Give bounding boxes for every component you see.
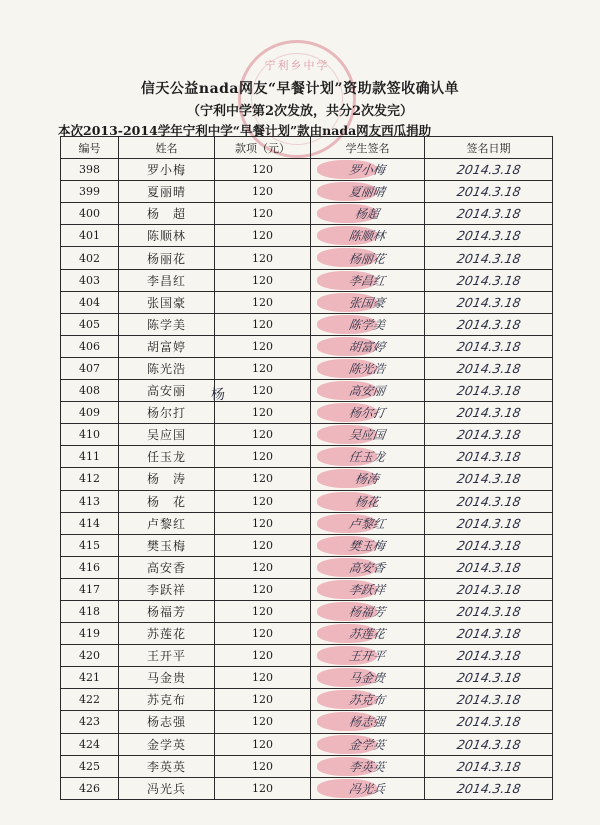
header-number: 编号: [61, 137, 119, 159]
amount-value: 120: [215, 755, 311, 777]
amount-value: 120: [215, 446, 311, 468]
table-row: [61, 357, 553, 379]
student-signature: 高安香: [348, 560, 387, 575]
table-row: [61, 755, 553, 777]
student-signature: 陈学美: [348, 317, 387, 332]
date-cell: [425, 313, 553, 335]
date-cell: [425, 777, 553, 799]
signature-date: 2014.3.18: [455, 316, 522, 332]
date-cell: [425, 711, 553, 733]
signature-cell: [311, 159, 425, 181]
date-cell: [425, 203, 553, 225]
signature-cell: [311, 181, 425, 203]
row-number: 419: [61, 623, 119, 645]
date-cell: [425, 512, 553, 534]
date-cell: [425, 424, 553, 446]
student-name: 陈学美: [119, 313, 215, 335]
amount-value: 120: [215, 357, 311, 379]
signature-date: 2014.3.18: [455, 581, 522, 597]
donation-caption: 本次2013-2014学年宁利中学“早餐计划”款由nada网友西瓜捐助: [58, 123, 432, 138]
student-signature: 杨福芳: [348, 605, 387, 620]
row-number: 398: [61, 159, 119, 181]
row-number: 415: [61, 534, 119, 556]
student-signature: 胡富婷: [348, 339, 387, 354]
table-row: [61, 578, 553, 600]
row-number: 407: [61, 357, 119, 379]
amount-value: 120: [215, 468, 311, 490]
row-number: 424: [61, 733, 119, 755]
amount-value: 120: [215, 556, 311, 578]
row-number: 422: [61, 689, 119, 711]
student-signature: 李英英: [348, 759, 387, 774]
signature-cell: [311, 556, 425, 578]
amount-value: 120: [215, 380, 311, 402]
date-cell: [425, 446, 553, 468]
signature-date: 2014.3.18: [455, 272, 522, 288]
signature-date: 2014.3.18: [455, 228, 522, 244]
date-cell: [425, 402, 553, 424]
table-row: [61, 446, 553, 468]
signature-cell: [311, 424, 425, 446]
signature-cell: [311, 291, 425, 313]
amount-value: 120: [215, 578, 311, 600]
student-signature: 罗小梅: [348, 163, 387, 178]
student-signature: 马金贵: [348, 671, 387, 686]
signature-date: 2014.3.18: [455, 493, 522, 509]
student-name: 胡富婷: [119, 335, 215, 357]
student-name: 高安香: [119, 556, 215, 578]
signature-cell: [311, 335, 425, 357]
row-number: 406: [61, 335, 119, 357]
row-number: 420: [61, 645, 119, 667]
table-row: [61, 689, 553, 711]
amount-value: 120: [215, 291, 311, 313]
row-number: 403: [61, 269, 119, 291]
signature-date: 2014.3.18: [455, 294, 522, 310]
student-name: 陈光浩: [119, 357, 215, 379]
student-name: 卢黎红: [119, 512, 215, 534]
amount-value: 120: [215, 335, 311, 357]
date-cell: [425, 159, 553, 181]
signature-date: 2014.3.18: [455, 206, 522, 222]
student-name: 樊玉梅: [119, 534, 215, 556]
table-row: [61, 380, 553, 402]
student-name: 杨 涛: [119, 468, 215, 490]
table-row: [61, 468, 553, 490]
amount-value: 120: [215, 181, 311, 203]
student-name: 苏莲花: [119, 623, 215, 645]
student-name: 马金贵: [119, 667, 215, 689]
student-signature: 杨丽花: [348, 251, 387, 266]
row-number: 401: [61, 225, 119, 247]
amount-value: 120: [215, 402, 311, 424]
signature-cell: [311, 711, 425, 733]
student-signature: 金学英: [348, 737, 387, 752]
table-row: [61, 490, 553, 512]
student-name: 金学英: [119, 733, 215, 755]
signature-cell: [311, 534, 425, 556]
date-cell: [425, 578, 553, 600]
date-cell: [425, 733, 553, 755]
signature-cell: [311, 247, 425, 269]
date-cell: [425, 335, 553, 357]
student-name: 张国豪: [119, 291, 215, 313]
student-signature: 张国豪: [348, 295, 387, 310]
table-row: [61, 512, 553, 534]
signature-date: 2014.3.18: [455, 427, 522, 443]
table-row: [61, 424, 553, 446]
table-row: [61, 733, 553, 755]
signature-cell: [311, 446, 425, 468]
student-name: 陈顺林: [119, 225, 215, 247]
row-number: 416: [61, 556, 119, 578]
table-row: [61, 534, 553, 556]
student-signature: 王开平: [348, 649, 387, 664]
amount-value: 120: [215, 777, 311, 799]
signature-date: 2014.3.18: [455, 626, 522, 642]
student-name: 李昌红: [119, 269, 215, 291]
signature-cell: [311, 225, 425, 247]
date-cell: [425, 490, 553, 512]
student-name: 杨尔打: [119, 402, 215, 424]
student-name: 杨志强: [119, 711, 215, 733]
student-signature: 高安丽: [348, 384, 387, 399]
date-cell: [425, 357, 553, 379]
signature-cell: [311, 578, 425, 600]
table-header-row: [61, 137, 553, 159]
date-cell: [425, 269, 553, 291]
date-cell: [425, 380, 553, 402]
student-name: 杨丽花: [119, 247, 215, 269]
amount-value: 120: [215, 247, 311, 269]
table-row: [61, 623, 553, 645]
student-name: 王开平: [119, 645, 215, 667]
header-amount: 款项（元）: [215, 137, 311, 159]
signature-date: 2014.3.18: [455, 648, 522, 664]
signature-date: 2014.3.18: [455, 383, 522, 399]
amount-value: 120: [215, 600, 311, 622]
stray-handwritten-mark: 杨: [211, 387, 225, 403]
student-signature: 杨涛: [354, 472, 381, 487]
student-name: 罗小梅: [119, 159, 215, 181]
document-subtitle: （宁利中学第2次发放，共分2次发完）: [186, 104, 414, 119]
student-signature: 李跃祥: [348, 582, 387, 597]
signature-date: 2014.3.18: [455, 250, 522, 266]
amount-value: 120: [215, 313, 311, 335]
student-signature: 夏丽晴: [348, 185, 387, 200]
row-number: 411: [61, 446, 119, 468]
student-signature: 冯光兵: [348, 781, 387, 796]
signature-cell: [311, 689, 425, 711]
amount-value: 120: [215, 490, 311, 512]
student-signature: 杨尔打: [348, 406, 387, 421]
header-date: 签名日期: [425, 137, 553, 159]
student-signature: 杨花: [354, 494, 381, 509]
signature-cell: [311, 313, 425, 335]
student-name: 杨 超: [119, 203, 215, 225]
row-number: 404: [61, 291, 119, 313]
table-row: [61, 247, 553, 269]
student-signature: 陈光浩: [348, 361, 387, 376]
table-row: [61, 335, 553, 357]
row-number: 423: [61, 711, 119, 733]
signature-cell: [311, 357, 425, 379]
row-number: 413: [61, 490, 119, 512]
stamp-text: 宁利乡中学: [264, 59, 330, 72]
signature-date: 2014.3.18: [455, 559, 522, 575]
signature-cell: [311, 600, 425, 622]
student-name: 高安丽: [119, 380, 215, 402]
signature-date: 2014.3.18: [455, 604, 522, 620]
signature-cell: [311, 755, 425, 777]
row-number: 400: [61, 203, 119, 225]
signature-date: 2014.3.18: [455, 670, 522, 686]
signature-date: 2014.3.18: [455, 471, 522, 487]
date-cell: [425, 534, 553, 556]
student-signature: 苏克布: [348, 693, 387, 708]
student-name: 吴应国: [119, 424, 215, 446]
amount-value: 120: [215, 689, 311, 711]
row-number: 402: [61, 247, 119, 269]
date-cell: [425, 689, 553, 711]
student-signature: 苏莲花: [348, 627, 387, 642]
amount-value: 120: [215, 225, 311, 247]
signature-date: 2014.3.18: [455, 405, 522, 421]
table-row: [61, 313, 553, 335]
student-signature: 陈顺林: [348, 229, 387, 244]
student-name: 冯光兵: [119, 777, 215, 799]
table-row: [61, 181, 553, 203]
date-cell: [425, 556, 553, 578]
date-cell: [425, 247, 553, 269]
signature-cell: [311, 777, 425, 799]
signature-cell: [311, 645, 425, 667]
row-number: 414: [61, 512, 119, 534]
signature-cell: [311, 667, 425, 689]
signature-cell: [311, 512, 425, 534]
date-cell: [425, 755, 553, 777]
row-number: 425: [61, 755, 119, 777]
signature-cell: [311, 468, 425, 490]
student-signature: 卢黎红: [348, 516, 387, 531]
amount-value: 120: [215, 269, 311, 291]
signature-date: 2014.3.18: [455, 692, 522, 708]
signature-date: 2014.3.18: [455, 338, 522, 354]
signature-date: 2014.3.18: [455, 714, 522, 730]
student-name: 杨 花: [119, 490, 215, 512]
amount-value: 120: [215, 512, 311, 534]
date-cell: [425, 225, 553, 247]
document-title: 信天公益nada网友“早餐计划”资助款签收确认单: [140, 81, 460, 97]
row-number: 421: [61, 667, 119, 689]
amount-value: 120: [215, 645, 311, 667]
row-number: 418: [61, 600, 119, 622]
table-row: [61, 402, 553, 424]
table-row: [61, 600, 553, 622]
table-body: [61, 159, 553, 800]
student-name: 任玉龙: [119, 446, 215, 468]
signature-date: 2014.3.18: [455, 449, 522, 465]
row-number: 405: [61, 313, 119, 335]
signature-date: 2014.3.18: [455, 780, 522, 796]
signature-date: 2014.3.18: [455, 537, 522, 553]
student-name: 李英英: [119, 755, 215, 777]
amount-value: 120: [215, 203, 311, 225]
signature-cell: [311, 269, 425, 291]
signature-table: [60, 136, 553, 800]
signature-date: 2014.3.18: [455, 515, 522, 531]
row-number: 417: [61, 578, 119, 600]
signature-cell: [311, 380, 425, 402]
table-row: [61, 225, 553, 247]
table-row: [61, 269, 553, 291]
date-cell: [425, 181, 553, 203]
table-row: [61, 159, 553, 181]
student-signature: 杨超: [354, 207, 381, 222]
row-number: 410: [61, 424, 119, 446]
signature-date: 2014.3.18: [455, 758, 522, 774]
table-row: [61, 556, 553, 578]
student-name: 杨福芳: [119, 600, 215, 622]
student-signature: 李昌红: [348, 273, 387, 288]
table-row: [61, 777, 553, 799]
signature-cell: [311, 490, 425, 512]
table-row: [61, 203, 553, 225]
signature-date: 2014.3.18: [455, 162, 522, 178]
student-name: 苏克布: [119, 689, 215, 711]
date-cell: [425, 623, 553, 645]
signature-cell: [311, 203, 425, 225]
row-number: 412: [61, 468, 119, 490]
signature-cell: [311, 733, 425, 755]
signature-date: 2014.3.18: [455, 736, 522, 752]
date-cell: [425, 600, 553, 622]
student-signature: 樊玉梅: [348, 538, 387, 553]
student-signature: 任玉龙: [348, 450, 387, 465]
amount-value: 120: [215, 623, 311, 645]
header-signature: 学生签名: [311, 137, 425, 159]
student-name: 李跃祥: [119, 578, 215, 600]
date-cell: [425, 468, 553, 490]
amount-value: 120: [215, 711, 311, 733]
signature-date: 2014.3.18: [455, 184, 522, 200]
amount-value: 120: [215, 159, 311, 181]
amount-value: 120: [215, 667, 311, 689]
table-row: [61, 711, 553, 733]
table-row: [61, 667, 553, 689]
row-number: 409: [61, 402, 119, 424]
table-row: [61, 291, 553, 313]
date-cell: [425, 291, 553, 313]
amount-value: 120: [215, 733, 311, 755]
amount-value: 120: [215, 534, 311, 556]
row-number: 399: [61, 181, 119, 203]
date-cell: [425, 645, 553, 667]
table-row: [61, 645, 553, 667]
student-signature: 杨志强: [348, 715, 387, 730]
amount-value: 120: [215, 424, 311, 446]
row-number: 408: [61, 380, 119, 402]
signature-date: 2014.3.18: [455, 360, 522, 376]
signature-cell: [311, 402, 425, 424]
signature-cell: [311, 623, 425, 645]
student-signature: 吴应国: [348, 428, 387, 443]
row-number: 426: [61, 777, 119, 799]
date-cell: [425, 667, 553, 689]
header-name: 姓名: [119, 137, 215, 159]
student-name: 夏丽晴: [119, 181, 215, 203]
